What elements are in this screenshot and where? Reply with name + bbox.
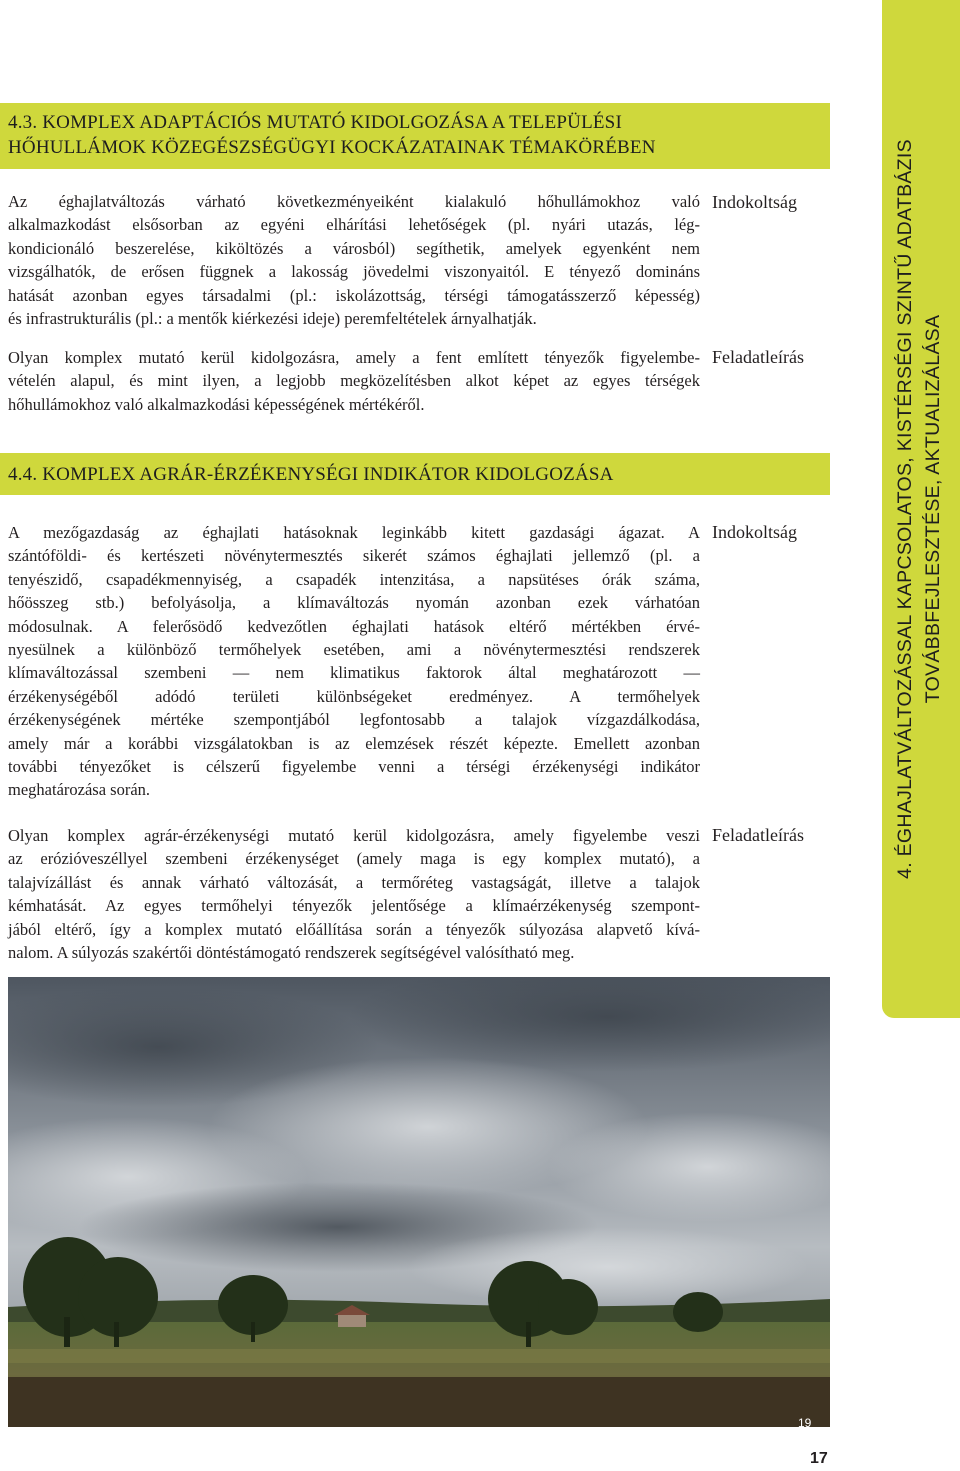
text-line: érzékenységéből adódó területi különbségeket eredményez. A termőhelyek xyxy=(8,686,700,706)
page-number: 17 xyxy=(810,1450,828,1467)
section-4-3-heading-line1: 4.3. KOMPLEX ADAPTÁCIÓS MUTATÓ KIDOLGOZÁSA A TELEPÜLÉSI xyxy=(8,112,622,133)
text-line: Az éghajlatváltozás várható következményeiként kialakuló hőhullámokhoz való xyxy=(8,192,700,211)
section-4-4-rationale xyxy=(8,521,700,802)
landscape-photo-illustration xyxy=(8,977,830,1427)
section-4-3-task xyxy=(8,346,700,416)
section-4-3-rationale xyxy=(8,190,700,330)
side-label-task: Feladatleírás xyxy=(712,347,804,367)
text-line: szántóföldi- és kertészeti növénytermesztés sikerét számos éghajlati jellemző (pl. a xyxy=(8,546,700,566)
text-line: hőhullámokhoz való alkalmazkodási képességének mértékéről. xyxy=(8,394,425,414)
text-line: nalom. A súlyozás szakértői döntéstámogató rendszerek segítségével valósítható meg. xyxy=(8,942,575,962)
text-line: kémhatását. Az egyes termőhelyi tényezők jelentősége a klímaérzékenység szempont- xyxy=(8,896,700,916)
text-line: A mezőgazdaság az éghajlati hatásoknak leginkább kitett gazdasági ágazat. A xyxy=(8,523,700,542)
chapter-sidebar xyxy=(882,0,960,1018)
text-line: Olyan komplex mutató kerül kidolgozásra, amely a fent említett tényezők figyelembe- xyxy=(8,348,700,367)
text-line: amely már a korábbi vizsgálatokban is az elemzések részét képezte. Emellett azonban xyxy=(8,733,700,753)
chapter-title xyxy=(891,19,951,999)
text-line: tenyészidő, csapadékmennyiség, a csapadék intenzitása, a napsütéses órák száma, xyxy=(8,569,700,589)
text-line: az erózióveszéllyel szembeni érzékenységet (amely maga is egy komplex mutató), a xyxy=(8,849,700,869)
section-4-3-heading xyxy=(0,103,830,169)
text-line: jából eltérő, így a komplex mutató előállítása során a tényezők súlyozása alapvető kívá- xyxy=(8,919,700,939)
text-line: vételén alapul, és mint ilyen, a legjobb megközelítésben alkot képet az egyes térségek xyxy=(8,371,700,391)
text-line: klímaváltozással szembeni — nem klimatikus faktorok által meghatározott — xyxy=(8,663,700,683)
section-4-3-heading-line2: HŐHULLÁMOK KÖZEGÉSZSÉGÜGYI KOCKÁZATAINAK TÉMAKÖRÉBEN xyxy=(8,137,656,158)
section-4-4-heading-text: 4.4. KOMPLEX AGRÁR-ÉRZÉKENYSÉGI INDIKÁTOR KIDOLGOZÁSA xyxy=(8,464,614,485)
text-line: nyesülnek a különböző termőhelyek esetében, ami a növénytermesztési rendszerek xyxy=(8,639,700,659)
chapter-title-line2: TOVÁBBFEJLESZTÉSE, AKTUALIZÁLÁSA xyxy=(922,314,944,704)
section-4-4-task xyxy=(8,824,700,964)
text-line: kondicionáló beszerelése, kiköltözés a városból) segíthetik, amelyek egyenként nem xyxy=(8,238,700,258)
landscape-photo xyxy=(8,977,830,1427)
side-label-rationale: Indokoltság xyxy=(712,522,797,542)
text-line: hatását azonban egyes társadalmi (pl.: iskolázottság, térségi támogatásszerző képesség) xyxy=(8,285,700,305)
text-line: további tényezőket is célszerű figyelembe venni a térségi érzékenységi indikátor xyxy=(8,756,700,776)
text-line: módosulnak. A felerősödő kedvezőtlen éghajlati hatások eltérő mértékben érvé- xyxy=(8,616,700,636)
text-line: Olyan komplex agrár-érzékenységi mutató kerül kidolgozásra, amely figyelembe veszi xyxy=(8,826,700,845)
text-line: meghatározása során. xyxy=(8,780,151,800)
side-label-rationale: Indokoltság xyxy=(712,192,797,212)
text-line: alkalmazkodást elsősorban az egyéni elhárítási lehetőségek (pl. nyári utazás, lég- xyxy=(8,215,700,235)
photo-page-number: 19 xyxy=(798,1416,812,1430)
text-line: érzékenységének mértéke szempontjából legfontosabb a talajok vízgazdálkodása, xyxy=(8,710,700,730)
text-line: vizsgálhatók, de erősen függnek a lakosság jövedelmi viszonyaitól. E tényező domináns xyxy=(8,262,700,282)
chapter-title-line1: 4. ÉGHAJLATVÁLTOZÁSSAL KAPCSOLATOS, KISTÉRSÉGI SZINTŰ ADATBÁZIS xyxy=(894,139,916,879)
text-line: és infrastrukturális (pl.: a mentők kiérkezési ideje) peremfeltételek árnyalhatják. xyxy=(8,308,537,328)
side-label-task: Feladatleírás xyxy=(712,825,804,845)
text-line: talajvízállást és annak várható változását, a termőréteg vastagságát, illetve a talajok xyxy=(8,872,700,892)
text-line: hőösszeg stb.) befolyásolja, a klímaváltozás nyomán azonban ezek várhatóan xyxy=(8,593,700,613)
section-4-4-heading xyxy=(0,453,830,495)
